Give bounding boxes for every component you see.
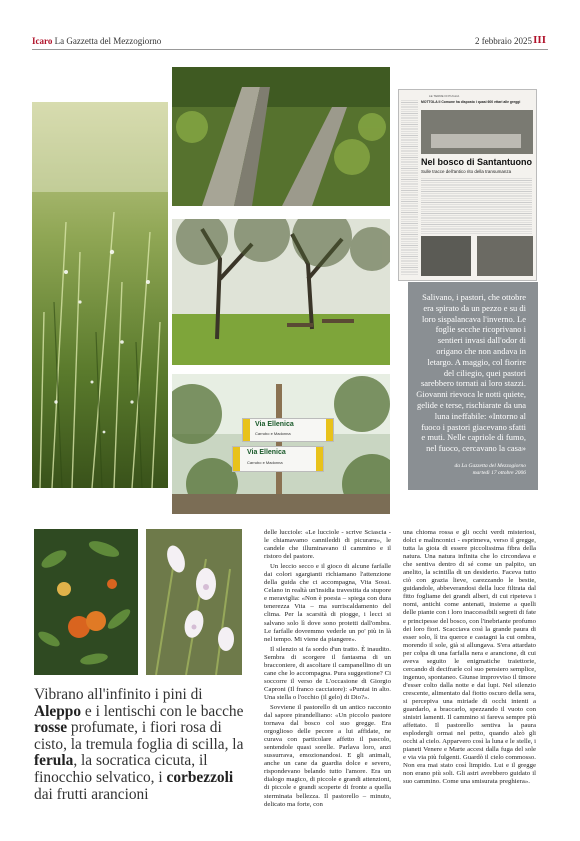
- photo-forest-clearing: [172, 219, 390, 365]
- sign-1-title: Via Ellenica: [255, 421, 294, 428]
- trail-sign-2: [232, 446, 324, 472]
- article-column-1: [264, 529, 391, 811]
- photo-dewy-grass: [32, 102, 168, 488]
- photo-stone-trough: [172, 67, 390, 206]
- photo-white-flowers: [146, 529, 242, 675]
- caption-part-4: , la socratica cicuta, il finocchio selvatico, i: [34, 752, 208, 786]
- quote-source: [416, 463, 526, 477]
- brand-name: Icaro: [32, 36, 53, 46]
- caption-part-5: dai frutti arancioni: [34, 785, 149, 803]
- article-column-2: [403, 529, 536, 789]
- quote-box: [408, 282, 538, 490]
- clipping-photo-3: [477, 236, 533, 276]
- header-rule: [32, 49, 548, 50]
- sign-2-title: Via Ellenica: [247, 449, 286, 456]
- photo-caption: [34, 687, 248, 803]
- trail-sign-1: [242, 418, 334, 442]
- col1-paragraph: Un leccio secco e il gioco di alcune farfalle dai colori sgargianti richiamano l'attenzione della guida che ci accompagna, Vita Sossi. Celano in realtà un'insidia travestita da stupore e meraviglia: «Non è poesia – spiega con dura tenerezza Vita – ma surriscaldamento del clima. Per la scarsità di piogge, i lecci si salvano solo lì dove sono protetti dall'ombra. Le farfalle dovremmo vederle un po' più in là nel tempo. Mi viene da piangere».: [264, 563, 391, 643]
- quote-source-date: martedì 17 ottobre 2006: [472, 469, 526, 476]
- col1-paragraph: delle lucciole: «Le lucciole - scrive Sciascia - le chiamavamo cannileddi di picuraru», le candele che illuminavano il cammino e il ristoro del pastore.: [264, 529, 391, 561]
- clipping-section: LE TERRE DI PUGLIA: [429, 94, 460, 98]
- photo-signpost: [172, 374, 390, 514]
- caption-bold-aleppo: Aleppo: [34, 702, 82, 720]
- photo-strawberry-tree: [34, 529, 138, 675]
- sign-2-sub: Carrubo e Madonna: [247, 460, 283, 465]
- col1-paragraph: Sovviene il pastorello di un antico racconto dal sapore pirandelliano: «Un piccolo pastore tornava dal bosco col suo gregge. Era orgoglioso delle pecore a lui affidate, ne curava con particolare affetto il pascolo, sentendole quasi sorelle. Parlava loro, anzi sussurrava, emozionandosi. E gli animali, anche un cane da guardia dolce e severo, rispondevano belando tutto l'amore. Era un dialogo magico, di piccole e grandi attenzioni, di piccole e grandi scoperte di fronte a quella sterminata bellezza. Il pastorello – minuto, delicato ma forte, con: [264, 703, 391, 808]
- page-number: III: [533, 34, 546, 46]
- clipping-small-headline: MOTTOLA Il Comune ha disposto i quasi 600 ettari alle greggi: [421, 100, 521, 104]
- caption-bold-rosse: rosse: [34, 719, 68, 737]
- clipping-photo-2: [421, 236, 471, 276]
- clipping-body-text: [421, 178, 532, 234]
- caption-bold-corbezzoli: corbezzoli: [166, 768, 234, 786]
- clipping-subheadline: Sulle tracce dell'antico rito della transumanza: [421, 169, 512, 174]
- header-brand: [32, 36, 161, 46]
- col2-paragraph: una chioma rossa e gli occhi verdi misteriosi, dolci e malinconici - esprimeva, verso il gregge, tutta la gioia di essere piccolissima fibra della natura. Una natura infinita che lo circondava e che sentiva dentro di sé come un palpito, un anelito, la scintilla di un desiderio. Faceva tutto ciò con grazia lieve, carezzando le bestie, guidandole, abbeverandosi della luce filtrata dal fitto fogliame dei grandi alberi, di cui ripeteva i nomi, antichi come antenati, insieme a quelli delle piante con i loro inaccessibili segreti di fate e principesse del bosco, con l'inebriante profumo dei loro fiori. Scacciava così la grande paura di esser solo, lì tra querce e castagni la cui ombra, morendo il sole, già si allungava. S'era attardato per colpa di una farfalla nera e arancione, di cui aveva seguito le enigmatiche traiettorie, cercando di decifrarle col suo pensiero semplice, ingenuo, spontaneo. Giunse improvviso il timore d'esser colto dalla notte e dai lupi. Nel silenzio crescente, alimentato dal fiotto oscuro della sera, si percepiva una miriade di occhi intenti a guardarlo, a braccarlo, spezzando il vuoto con sinistri lamenti. Il cammino si fareva sempre più affettato. Il pastorello sentiva la paura esplodergli ormai nel petto, quando alzò gli occhi al cielo. Apparvero così la luna e le stelle, i pianeti Venere e Marte accesi dalla fuga del sole e via via più fulgenti. Guardò il cielo commosso. Non era mai stato così limpido. Lui e il gregge non erano più soli. Gli astri avrebbero guidato il suo cammino. Come una smisurata preghiera».: [403, 529, 536, 786]
- caption-part-1: Vibrano all'infinito i pini di: [34, 686, 203, 703]
- quote-source-publication: da La Gazzetta del Mezzogiorno: [454, 462, 526, 469]
- caption-part-3: profumate, i fiori rosa di cisto, la tremula foglia di scilla, la: [34, 719, 244, 753]
- clipping-photo-sheep: [421, 110, 533, 154]
- clipping-left-column: [401, 100, 418, 275]
- sign-1-sub: Carrubo e Madonna: [255, 431, 291, 436]
- newspaper-clipping: [398, 89, 537, 281]
- clipping-headline: Nel bosco di Santantuono: [421, 157, 533, 167]
- caption-part-2: e i lentischi con le bacche: [81, 702, 244, 720]
- header-date: 2 febbraio 2025: [475, 36, 532, 46]
- quote-text: Salivano, i pastori, che ottobre era spirato da un pezzo e su di loro sispalancava l'inverno. Le foglie secche ricoprivano i sentieri invasi dall'odor di origano che non andava in letargo. A maggio, col fiorire del ciliegio, quei pastori sarebbero tornati ai loro stazzi. Giovanni rievoca le notti quiete, gelide e terse, rischiarate da una luna ineffabile: «Intorno al fuoco i pastori giacevano sfatti e muti. Nelle capriole di fumo, nel fuoco, cercavano la casa»: [416, 292, 526, 454]
- publication-name: La Gazzetta del Mezzogiorno: [54, 36, 162, 46]
- caption-bold-ferula: ferula: [34, 752, 74, 770]
- col1-paragraph: Il silenzio si fa sordo d'un tratto. È inaudito. Sembra di scorgere il fantasma di un bracconiere, di ascoltare il campanellino di un cane che lo accompagna. Pura suggestione? Ci soccorre il verso de L'occasione di Giorgio Caproni (Il franco cacciatore): «Puntai in alto. Una stella o l'occhio (il gelo) di Dio?».: [264, 645, 391, 701]
